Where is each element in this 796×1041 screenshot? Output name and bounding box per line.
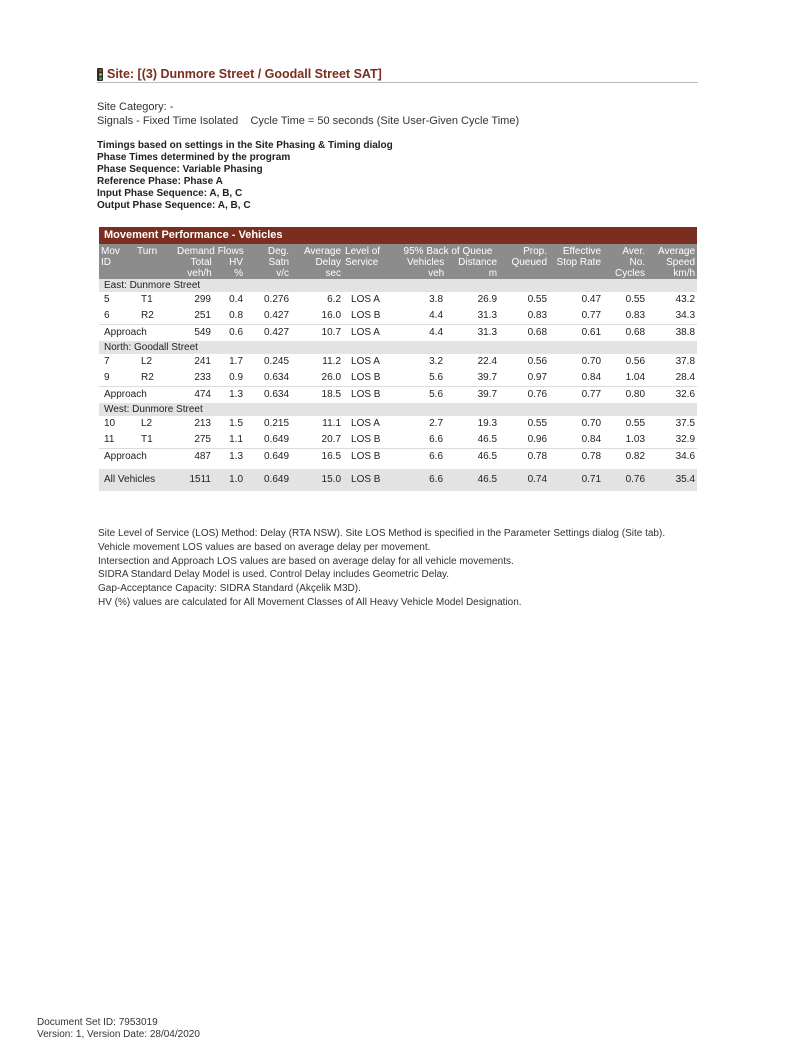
col-queue-vehicles: Vehicles — [406, 257, 445, 268]
table-cell: 275 — [194, 434, 211, 445]
timing-line: Phase Times determined by the program — [97, 151, 291, 163]
table-cell: 0.96 — [527, 434, 548, 445]
table-cell: 0.215 — [263, 418, 290, 429]
table-cell: 35.4 — [647, 469, 697, 491]
table-cell: LOS B — [351, 434, 381, 445]
timings-block — [97, 140, 393, 211]
header-row — [99, 244, 697, 279]
table-cell: 0.77 — [549, 387, 603, 404]
table-cell: 1.04 — [625, 372, 646, 383]
table-cell: 0.634 — [245, 387, 291, 404]
table-cell: 0.78 — [549, 449, 603, 466]
table-cell: 6.6 — [429, 434, 444, 445]
table-cell: 1.3 — [213, 387, 245, 404]
table-cell: LOS A — [343, 325, 397, 342]
table-cell: 26.0 — [321, 372, 342, 383]
document-version: Version: 1, Version Date: 28/04/2020 — [37, 1029, 200, 1040]
performance-title: Movement Performance - Vehicles — [99, 227, 697, 244]
table-cell: 4.4 — [429, 310, 444, 321]
table-cell: 0.55 — [527, 418, 548, 429]
table-cell: L2 — [141, 418, 153, 429]
table-cell: T1 — [141, 434, 153, 445]
table-cell: 2.7 — [429, 418, 444, 429]
document-set-id: Document Set ID: 7953019 — [37, 1017, 158, 1028]
col-deg-satn: Deg. Satn v/c — [245, 244, 291, 279]
approach-row — [99, 387, 697, 404]
col-turn: Turn — [135, 244, 175, 279]
table-cell: LOS B — [343, 387, 397, 404]
table-cell: 3.2 — [429, 356, 444, 367]
table-cell: 1.1 — [229, 434, 244, 445]
movement-performance-table — [99, 244, 697, 491]
approach-group-header — [99, 341, 697, 354]
table-cell: 0.649 — [245, 449, 291, 466]
table-cell: Approach — [99, 325, 175, 342]
table-cell: 0.4 — [229, 294, 244, 305]
table-cell: 20.7 — [321, 434, 342, 445]
table-cell: All Vehicles — [99, 469, 175, 491]
table-cell: 3.8 — [429, 294, 444, 305]
table-cell: 0.427 — [263, 310, 290, 321]
signals-line: Signals - Fixed Time Isolated Cycle Time = 50 seconds (Site User-Given Cycle Time) — [97, 114, 520, 127]
table-cell: 0.76 — [603, 469, 647, 491]
table-cell: 0.56 — [625, 356, 646, 367]
site-title — [97, 67, 698, 83]
movement-row — [99, 354, 697, 370]
table-cell: 11.2 — [322, 356, 342, 367]
table-cell: 1.7 — [229, 356, 244, 367]
table-cell: 0.80 — [603, 387, 647, 404]
table-cell: 241 — [194, 356, 211, 367]
table-cell: 233 — [194, 372, 211, 383]
table-cell: 0.276 — [263, 294, 290, 305]
table-cell: 9 — [104, 372, 110, 383]
note-line: Vehicle movement LOS values are based on average delay per movement. — [98, 541, 431, 553]
movement-performance-panel — [99, 227, 697, 491]
traffic-signal-icon — [97, 68, 103, 81]
performance-table-body — [99, 279, 697, 491]
table-cell: 4.4 — [397, 325, 445, 342]
note-line: Site Level of Service (LOS) Method: Delay (RTA NSW). Site LOS Method is specified in the Parameter Settings dialog (Site tab). — [98, 528, 666, 539]
table-cell: L2 — [141, 356, 153, 367]
table-cell: 0.61 — [549, 325, 603, 342]
table-cell: 0.83 — [527, 310, 548, 321]
table-cell: R2 — [141, 310, 154, 321]
table-cell: 0.55 — [527, 294, 548, 305]
document-footer — [37, 1017, 200, 1041]
table-cell: 1.5 — [229, 418, 244, 429]
col-average-delay: Average Delay sec — [291, 244, 343, 279]
table-cell: 1.03 — [625, 434, 646, 445]
col-total: Total — [190, 257, 212, 268]
table-cell: LOS B — [351, 372, 381, 383]
table-cell: 0.74 — [499, 469, 549, 491]
site-meta — [97, 101, 519, 128]
notes-block — [98, 527, 665, 610]
table-cell: 0.55 — [625, 294, 646, 305]
table-cell: North: Goodall Street — [99, 341, 697, 354]
table-cell: West: Dunmore Street — [99, 403, 697, 416]
timing-line: Input Phase Sequence: A, B, C — [97, 187, 243, 199]
table-cell: 0.77 — [581, 310, 602, 321]
table-cell: 18.5 — [291, 387, 343, 404]
table-cell: 0.70 — [581, 356, 602, 367]
col-aver-no-cycles: Aver. No. Cycles — [603, 244, 647, 279]
timing-line: Phase Sequence: Variable Phasing — [97, 163, 263, 175]
table-cell: 0.68 — [499, 325, 549, 342]
col-level-of-service: Level of Service — [343, 244, 397, 279]
table-cell: 6 — [104, 310, 110, 321]
table-cell: 46.5 — [445, 469, 499, 491]
table-cell: 37.8 — [675, 356, 696, 367]
all-vehicles-row — [99, 469, 697, 491]
table-cell: 5.6 — [397, 387, 445, 404]
table-cell: 0.83 — [625, 310, 646, 321]
col-prop-queued: Prop. Queued — [499, 244, 549, 279]
table-cell: 0.649 — [263, 434, 290, 445]
table-cell: 0.84 — [581, 372, 602, 383]
table-cell: 5.6 — [429, 372, 444, 383]
table-cell: 28.4 — [675, 372, 696, 383]
table-cell: 0.55 — [625, 418, 646, 429]
table-cell: 39.7 — [445, 387, 499, 404]
table-cell: 299 — [194, 294, 211, 305]
table-cell: 19.3 — [477, 418, 498, 429]
table-cell: 0.9 — [229, 372, 244, 383]
table-cell: 0.47 — [581, 294, 602, 305]
table-cell: Approach — [99, 449, 175, 466]
table-cell: 32.9 — [675, 434, 696, 445]
table-cell: 0.70 — [581, 418, 602, 429]
table-cell: 10 — [104, 418, 116, 429]
table-cell: 487 — [175, 449, 213, 466]
note-line: HV (%) values are calculated for All Movement Classes of All Heavy Vehicle Model Designation. — [98, 596, 522, 608]
table-cell: 7 — [104, 356, 110, 367]
table-cell: 0.71 — [549, 469, 603, 491]
table-cell: 37.5 — [675, 418, 696, 429]
table-cell: 5 — [104, 294, 110, 305]
table-cell: T1 — [141, 294, 153, 305]
table-cell: 26.9 — [477, 294, 498, 305]
table-cell: 46.5 — [477, 434, 498, 445]
col-effective-stop-rate: Effective Stop Rate — [549, 244, 603, 279]
table-cell: 549 — [175, 325, 213, 342]
table-cell: 0.245 — [263, 356, 290, 367]
table-cell: 6.2 — [327, 294, 342, 305]
movement-row — [99, 432, 697, 449]
approach-group-header — [99, 403, 697, 416]
table-cell: 39.7 — [477, 372, 498, 383]
table-cell: 31.3 — [477, 310, 498, 321]
table-cell: LOS A — [351, 418, 380, 429]
movement-row — [99, 308, 697, 325]
col-average-speed: Average Speed km/h — [647, 244, 697, 279]
table-cell: 0.84 — [581, 434, 602, 445]
table-cell: 0.78 — [499, 449, 549, 466]
table-cell: 0.634 — [263, 372, 290, 383]
site-title-text: Site: [(3) Dunmore Street / Goodall Street SAT] — [107, 67, 382, 81]
table-cell: 213 — [194, 418, 211, 429]
table-cell: 0.649 — [245, 469, 291, 491]
table-cell: 11.1 — [322, 418, 342, 429]
table-cell: 34.6 — [647, 449, 697, 466]
timing-line: Reference Phase: Phase A — [97, 175, 223, 187]
table-cell: 38.8 — [647, 325, 697, 342]
table-cell: 0.8 — [229, 310, 244, 321]
table-cell: LOS B — [343, 449, 397, 466]
table-cell: Approach — [99, 387, 175, 404]
table-cell: 0.97 — [527, 372, 548, 383]
table-cell: 43.2 — [675, 294, 696, 305]
timing-line: Timings based on settings in the Site Phasing & Timing dialog — [97, 140, 393, 151]
table-cell: 251 — [194, 310, 211, 321]
timing-line: Output Phase Sequence: A, B, C — [97, 199, 251, 211]
table-cell: 0.6 — [213, 325, 245, 342]
table-cell: LOS B — [343, 469, 397, 491]
table-cell: 0.56 — [527, 356, 548, 367]
movement-row — [99, 416, 697, 432]
table-cell: 31.3 — [445, 325, 499, 342]
note-line: Gap-Acceptance Capacity: SIDRA Standard (Akçelik M3D). — [98, 583, 361, 595]
approach-row — [99, 449, 697, 466]
table-cell: 0.76 — [499, 387, 549, 404]
col-demand-flows: Demand Flows Total veh/h HV % — [177, 246, 244, 279]
col-queue-distance: Distance — [458, 257, 498, 268]
table-cell: 0.82 — [603, 449, 647, 466]
table-cell: 22.4 — [477, 356, 498, 367]
table-cell: 15.0 — [291, 469, 343, 491]
table-cell: 46.5 — [445, 449, 499, 466]
note-line: SIDRA Standard Delay Model is used. Control Delay includes Geometric Delay. — [98, 569, 450, 581]
table-cell: 10.7 — [291, 325, 343, 342]
table-cell: 16.5 — [291, 449, 343, 466]
site-category: Site Category: - — [97, 101, 174, 113]
col-hv: HV — [229, 257, 244, 268]
table-cell: 34.3 — [675, 310, 696, 321]
table-cell: 6.6 — [397, 449, 445, 466]
movement-row — [99, 370, 697, 387]
table-cell: R2 — [141, 372, 154, 383]
table-cell: 6.6 — [397, 469, 445, 491]
approach-group-header — [99, 279, 697, 292]
table-cell: LOS A — [351, 356, 380, 367]
table-cell: 32.6 — [647, 387, 697, 404]
note-line: Intersection and Approach LOS values are based on average delay for all vehicle movements. — [98, 555, 514, 567]
col-back-of-queue: 95% Back of Queue Vehicles veh Distance m — [397, 244, 499, 279]
table-cell: East: Dunmore Street — [99, 279, 697, 292]
col-mov-id: Mov ID — [99, 244, 135, 279]
table-cell: 1511 — [175, 469, 213, 491]
table-cell: 0.427 — [245, 325, 291, 342]
approach-row — [99, 325, 697, 342]
table-cell: 11 — [104, 434, 115, 445]
table-cell: 474 — [175, 387, 213, 404]
table-cell: LOS B — [351, 310, 381, 321]
table-cell: 1.3 — [213, 449, 245, 466]
table-cell: 1.0 — [213, 469, 245, 491]
table-cell: 0.68 — [603, 325, 647, 342]
movement-row — [99, 292, 697, 308]
table-cell: 16.0 — [321, 310, 342, 321]
table-cell: LOS A — [351, 294, 380, 305]
